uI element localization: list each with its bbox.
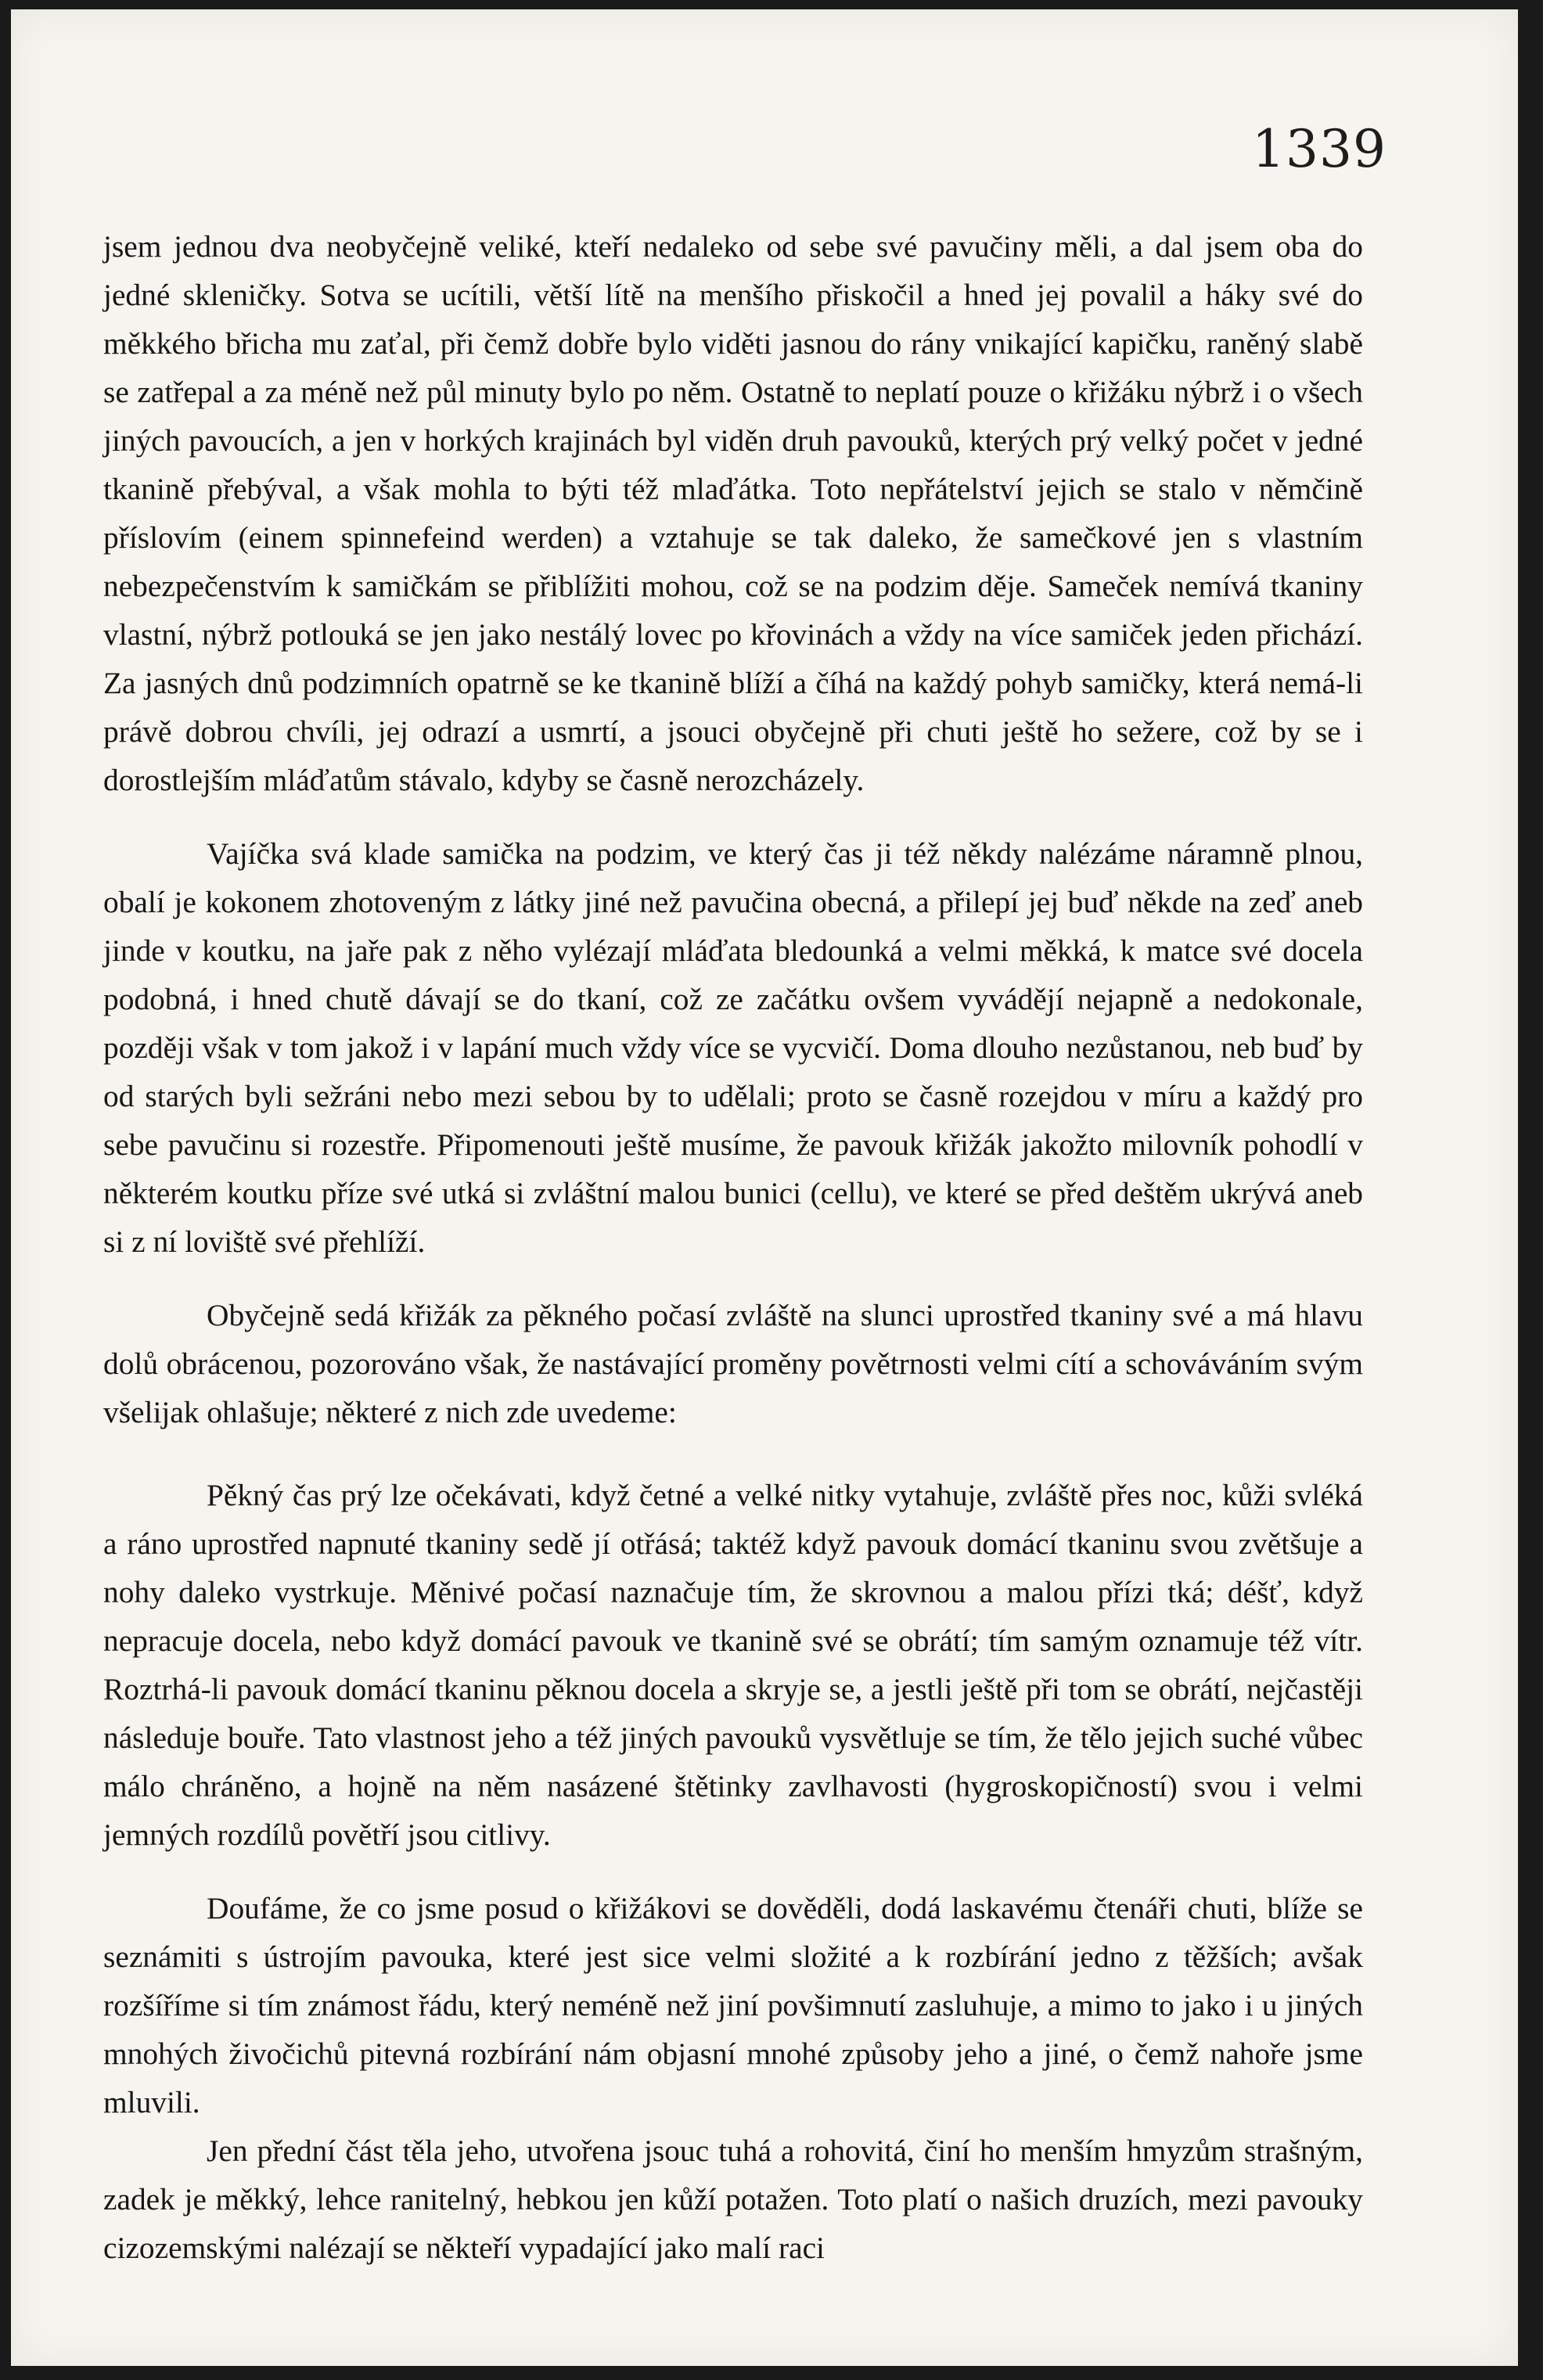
paragraph-1: jsem jednou dva neobyčejně veliké, kteří nedaleko od sebe své pavučiny měli, a dal jsem oba do jedné skleničky. Sotva se ucítili, větší lítě na menšího přiskočil a hned jej povalil a háky své do měkkého břicha mu zaťal, při čemž dobře bylo viděti jasnou do rány vnikající kapičku, raněný slabě se zatřepal a za méně než půl minuty bylo po něm. Ostatně to neplatí pouze o křižáku nýbrž i o všech jiných pavoucích, a jen v horkých krajinách byl viděn druh pavouků, kterých prý velký počet v jedné tkanině přebýval, a však mohla to býti též mlaďátka. Toto nepřátelství jejich se stalo v němčině příslovím (einem spinnefeind werden) a vztahuje se tak daleko, že samečkové jen s vlastním nebezpečenstvím k samičkám se přiblížiti mohou, což se na podzim děje. Sameček nemívá tkaniny vlastní, nýbrž potlouká se jen jako nestálý lovec po křovinách a vždy na více samiček jeden přichází. Za jasných dnů podzimních opatrně se ke tkanině blíží a číhá na každý pohyb samičky, která nemá-li právě dobrou chvíli, jej odrazí a usmrtí, a jsouci obyčejně při chuti ještě ho sežere, což by se i dorostlejším mláďatům stávalo, kdyby se časně nerozcházely. — [103, 229, 1363, 797]
page-number: 1339 — [1252, 119, 1387, 179]
paragraph-2: Vajíčka svá klade samička na podzim, ve který čas ji též někdy nalézáme náramně plnou, obalí je kokonem zhotoveným z látky jiné než pavučina obecná, a přilepí jej buď někde na zeď aneb jinde v koutku, na jaře pak z něho vylézají mláďata bledounká a velmi měkká, k matce své docela podobná, i hned chutě dávají se do tkaní, což ze začátku ovšem vyvádějí nejapně a nedokonale, později však v tom jakož i v lapání much vždy více se vycvičí. Doma dlouho nezůstanou, neb buď by od starých byli sežráni nebo mezi sebou by to udělali; proto se časně rozejdou v míru a každý pro sebe pavučinu si rozestře. Připomenouti ještě musíme, že pavouk křižák jakožto milovník pohodlí v některém koutku příze své utká si zvláštní malou bunici (cellu), ve které se před deštěm ukrývá aneb si z ní loviště své přehlíží. — [103, 836, 1363, 1259]
paragraph-3: Obyčejně sedá křižák za pěkného počasí zvláště na slunci uprostřed tkaniny své a má hlavu dolů obrácenou, pozorováno však, že nastávající proměny povětrnosti velmi cítí a schováváním svým všelijak ohlašuje; některé z nich zde uvedeme: — [103, 1298, 1363, 1429]
body-text — [103, 222, 1363, 2272]
paragraph-4: Pěkný čas prý lze očekávati, když četné a velké nitky vytahuje, zvláště přes noc, kůži svléká a ráno uprostřed napnuté tkaniny sedě jí otřásá; taktéž když pavouk domácí tkaninu svou zvětšuje a nohy daleko vystrkuje. Měnivé počasí naznačuje tím, že skrovnou a malou přízi tká; déšť, když nepracuje docela, nebo když domácí pavouk ve tkanině své se obrátí; tím samým oznamuje též vítr. Roztrhá-li pavouk domácí tkaninu pěknou docela a skryje se, a jestli ještě při tom se obrátí, nejčastěji následuje bouře. Tato vlastnost jeho a též jiných pavouků vysvětluje se tím, že tělo jejich suché vůbec málo chráněno, a hojně na něm nasázené štětinky zavlhavosti (hygroskopičností) svou i velmi jemných rozdílů povětří jsou citlivy. — [103, 1478, 1363, 1852]
paragraph-6: Jen přední část těla jeho, utvořena jsouc tuhá a rohovitá, činí ho menším hmyzům strašným, zadek je měkký, lehce ranitelný, hebkou jen kůží potažen. Toto platí o našich druzích, mezi pavouky cizozemskými nalézají se někteří vypadající jako malí raci — [103, 2134, 1363, 2265]
paragraph-5: Doufáme, že co jsme posud o křižákovi se dověděli, dodá laskavému čtenáři chuti, blíže se seznámiti s ústrojím pavouka, které jest sice velmi složité a k rozbírání jedno z těžších; avšak rozšíříme si tím známost řádu, který neméně než jiní povšimnutí zasluhuje, a mimo to jako i u jiných mnohých živočichů pitevná rozbírání nám objasní mnohé způsoby jeho a jiné, o čemž nahoře jsme mluvili. — [103, 1891, 1363, 2119]
scanned-page — [11, 9, 1518, 2366]
